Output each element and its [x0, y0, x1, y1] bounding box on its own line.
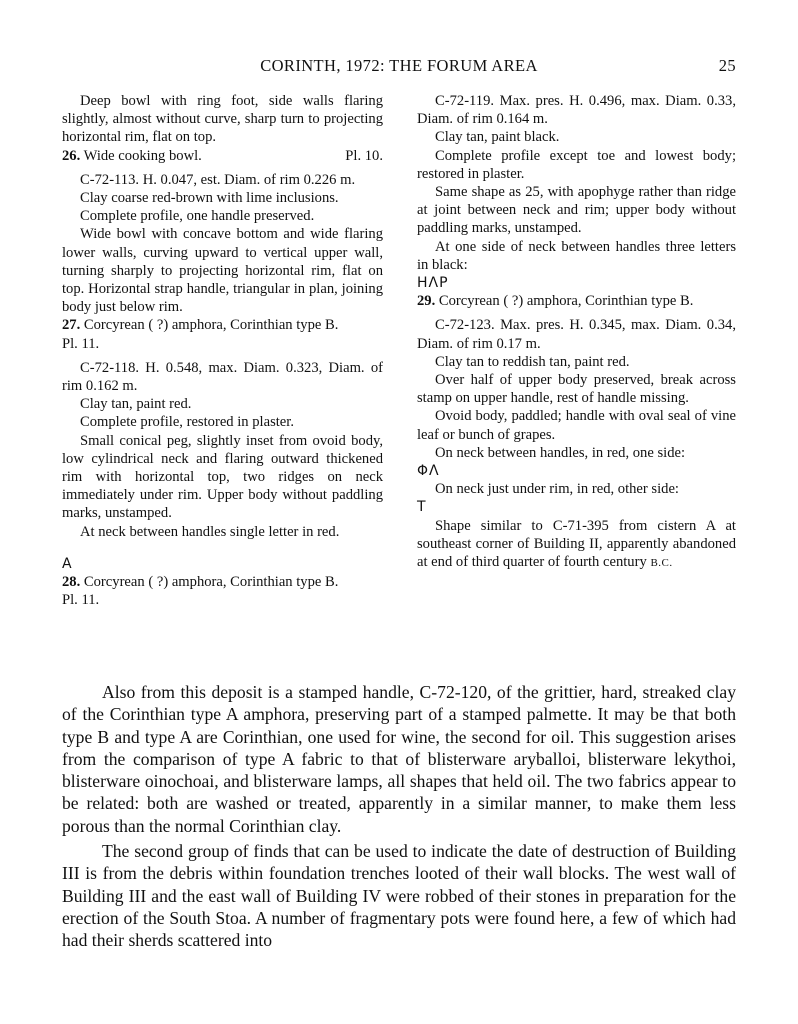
item26-plate: Pl. 10.	[345, 147, 383, 164]
item29-inscription-two: T	[417, 499, 427, 516]
item28-inscription: HΛP	[417, 275, 449, 292]
item29-comparison	[417, 517, 736, 573]
item27-description: Small conical peg, slightly inset from ovoid body, low cylindrical neck and flaring outward thickened rim with horizontal top, two ridges on neck immediately under rim. Upper body without paddling marks, unstamped.	[62, 432, 383, 522]
item29-heading	[417, 292, 736, 310]
body-paragraph-two: The second group of finds that can be used to indicate the date of destruction of Building III is from the debris within foundation trenches looted of their wall blocks. The west wall of Building III and the east wall of Building IV were robbed of their stones in preparation for the erection of the South Stoa. A number of fragmentary pots were found here, a few of which had had their sherds scattered into	[62, 841, 736, 951]
item26-number: 26.	[62, 147, 81, 164]
item29-inventory: C-72-123. Max. pres. H. 0.345, max. Diam. 0.34, Diam. of rim 0.17 m.	[417, 317, 736, 352]
item28-heading	[62, 573, 383, 591]
body-paragraph-one: Also from this deposit is a stamped handle, C-72-120, of the grittier, hard, streaked clay of the Corinthian type A amphora, preserving part of a stamped palmette. It may be that both type B and type A are Corinthian, one used for wine, the second for oil. This suggestion arises from the comparison of type A fabric to that of blisterware aryballoi, blisterware lekythoi, blisterware oinochoai, and blisterware lamps, all shapes that held oil. The two fabrics appear to be related: both are washed or treated, apparently in a similar manner, to make them less porous than the normal Corinthian clay.	[62, 682, 736, 836]
item27-name: Corcyrean ( ?) amphora, Corinthian type B.	[83, 317, 339, 334]
item29-description: Ovoid body, paddled; handle with oval seal of vine leaf or bunch of grapes.	[417, 408, 736, 443]
item29-clay: Clay tan to reddish tan, paint red.	[435, 353, 630, 370]
item28-plate: Pl. 11.	[62, 592, 100, 609]
item29-number: 29.	[417, 293, 436, 310]
item25-description: Deep bowl with ring foot, side walls flaring slightly, almost without curve, sharp turn to projecting horizontal rim, flat on top.	[62, 93, 383, 146]
page-number: 25	[718, 56, 736, 75]
item26-clay: Clay coarse red-brown with lime inclusions.	[80, 190, 339, 207]
item27-clay: Clay tan, paint red.	[80, 396, 192, 413]
item28-inventory: C-72-119. Max. pres. H. 0.496, max. Diam. 0.33, Diam. of rim 0.164 m.	[417, 93, 736, 128]
item29-note-two: On neck just under rim, in red, other side:	[435, 481, 679, 498]
item29-preservation: Over half of upper body preserved, break across stamp on upper handle, rest of handle missing.	[417, 372, 736, 407]
item28-description: Same shape as 25, with apophyge rather than ridge at joint between neck and rim; upper body without paddling marks, unstamped.	[417, 184, 736, 237]
item27-letter-note: At neck between handles single letter in red.	[80, 523, 340, 540]
item29-inscription-one: ΦΛ	[417, 463, 440, 480]
item26-heading	[62, 147, 383, 165]
item27-number: 27.	[62, 317, 81, 334]
running-title: CORINTH, 1972: THE FORUM AREA	[260, 56, 538, 75]
item26-description: Wide bowl with concave bottom and wide flaring lower walls, curving upward to vertical upper wall, turning sharply to projecting horizontal rim, flat on top. Horizontal strap handle, triangular in plan, joining body just below rim.	[62, 226, 383, 316]
running-header	[0, 56, 798, 80]
item26-inventory: C-72-113. H. 0.047, est. Diam. of rim 0.226 m.	[80, 171, 356, 188]
item29-comparison-text: Shape similar to C-71-395 from cistern A at southeast corner of Building II, apparently abandoned at end of third quarter of fourth century	[417, 517, 736, 571]
item27-inscription: A	[62, 555, 73, 572]
item27-profile: Complete profile, restored in plaster.	[80, 414, 294, 431]
item28-name: Corcyrean ( ?) amphora, Corinthian type B.	[83, 574, 339, 591]
item27-plate: Pl. 11.	[62, 335, 100, 352]
item28-letter-note: At one side of neck between handles three letters in black:	[417, 238, 736, 273]
item27-inventory: C-72-118. H. 0.548, max. Diam. 0.323, Diam. of rim 0.162 m.	[62, 359, 383, 395]
item26-profile: Complete profile, one handle preserved.	[80, 208, 315, 225]
item28-profile: Complete profile except toe and lowest body; restored in plaster.	[417, 147, 736, 182]
item28-number: 28.	[62, 574, 81, 591]
item29-note-one: On neck between handles, in red, one side:	[435, 444, 686, 461]
item26-name: Wide cooking bowl.	[83, 147, 202, 164]
item27-heading	[62, 316, 383, 334]
item29-era: B.C.	[650, 557, 673, 570]
catalog-right-column	[417, 92, 736, 572]
catalog-left-column	[62, 92, 383, 609]
discussion-text	[62, 681, 736, 952]
item29-name: Corcyrean ( ?) amphora, Corinthian type B.	[438, 293, 694, 310]
item28-clay: Clay tan, paint black.	[435, 129, 560, 146]
